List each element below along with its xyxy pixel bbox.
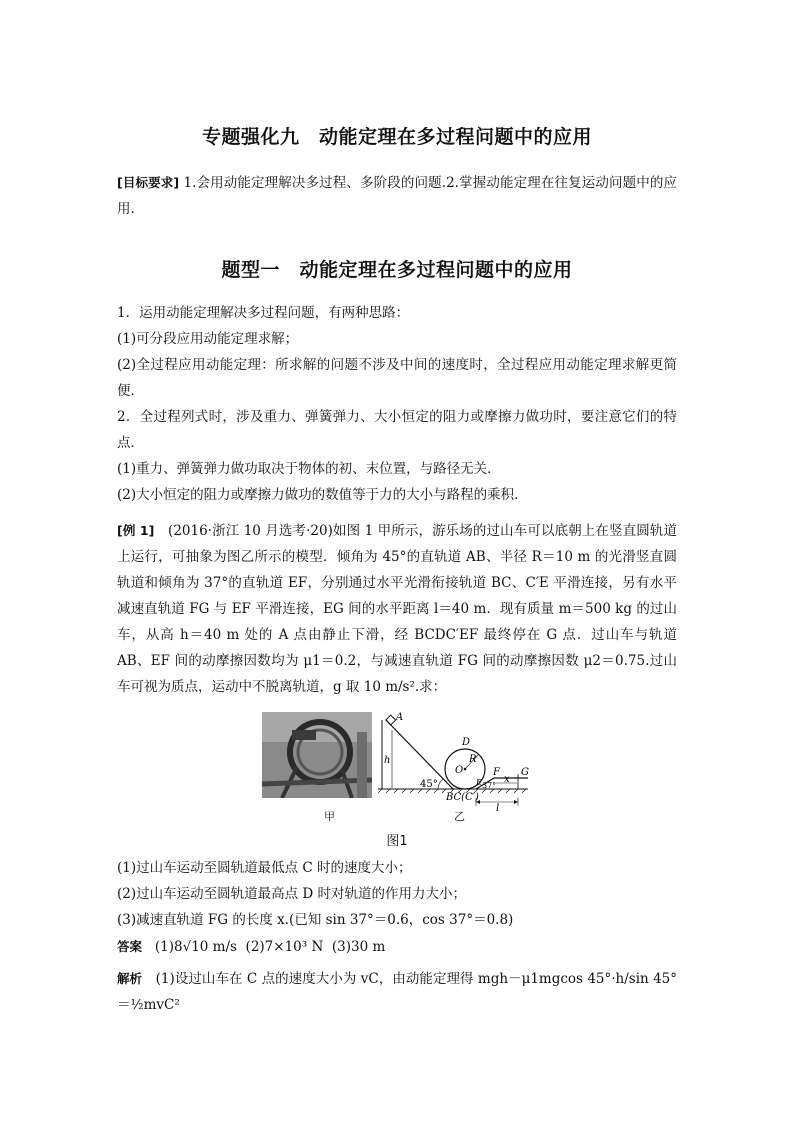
goal-block (117, 170, 677, 222)
question-item: (2)过山车运动至圆轨道最高点 D 时对轨道的作用力大小； (117, 886, 467, 902)
goal-label: [目标要求] (117, 175, 180, 190)
answer-3: (3)30 m (331, 939, 386, 955)
question-item: (1)过山车运动至圆轨道最低点 C 时的速度大小； (117, 860, 412, 876)
subfigure-b-caption: 乙 (454, 810, 465, 823)
goal-text: 1.会用动能定理解决多过程、多阶段的问题.2.掌握动能定理在往复运动问题中的应用. (117, 175, 677, 217)
point-item: (1)重力、弹簧弹力做功取决于物体的初、末位置，与路径无关． (117, 461, 501, 477)
figure-1 (262, 712, 534, 826)
example-block (117, 518, 677, 700)
point-item: (2)全过程应用动能定理：所求解的问题不涉及中间的速度时，全过程应用动能定理求解更简便． (117, 357, 677, 399)
answer-1: (1)8√10 m/s (154, 939, 237, 955)
example-text: (2016·浙江 10 月选考·20)如图 1 甲所示，游乐场的过山车可以底朝上在竖直圆轨道上运行，可抽象为图乙所示的模型．倾角为 45°的直轨道 AB、半径 R＝10 m 的光滑竖直圆轨道和倾角为 37°的直轨道 EF，分别通过水平光滑衔接轨道 BC、C′E 平滑连接，另有水平减速直轨道 FG 与 EF 平滑连接，EG 间的水平距离 l＝40 m．现有质量 m＝500 kg 的过山车，从高 h＝40 m 处的 A 点由静止下滑，经 BCDC′EF 最终停在 G 点．过山车与轨道 AB、EF 间的动摩擦因数均为 μ1＝0.2，与减速直轨道 FG 间的动摩擦因数 μ2＝0.75.过山车可视为质点，运动中不脱离轨道，g 取 10 m/s².求： (117, 523, 677, 695)
answer-block (117, 934, 677, 960)
label-bcc: BC(C′) (446, 792, 479, 803)
point-item: 1．运用动能定理解决多过程问题，有两种思路： (117, 305, 410, 321)
point-item: (2)大小恒定的阻力或摩擦力做功的数值等于力的大小与路程的乘积． (117, 487, 528, 503)
label-l: l (496, 803, 500, 814)
label-angle-45: 45° (420, 779, 438, 790)
label-h: h (384, 755, 391, 766)
figure-caption: 图1 (386, 834, 408, 849)
label-x: x (504, 774, 510, 785)
key-points (117, 300, 677, 508)
label-a: A (396, 712, 404, 723)
question-item: (3)减速直轨道 FG 的长度 x.(已知 sin 37°＝0.6，cos 37°＝0.8) (117, 912, 514, 928)
label-o: O (455, 765, 464, 776)
solution-text: (1)设过山车在 C 点的速度大小为 vC，由动能定理得 mgh－μ1mgcos 45°·h/sin 45°＝½mvC² (117, 971, 677, 1013)
label-angle-37: 37° (482, 781, 497, 790)
label-r: R (469, 754, 477, 765)
solution-label: 解析 (117, 971, 143, 986)
label-f: F (493, 767, 500, 778)
label-g: G (521, 767, 529, 778)
section-title: 题型一 动能定理在多过程问题中的应用 (221, 259, 573, 281)
subfigure-a-caption: 甲 (324, 810, 335, 823)
solution-block (117, 966, 677, 1018)
answer-label: 答案 (117, 939, 143, 954)
roller-coaster-photo (262, 712, 372, 798)
answer-2: (2)7×10³ N (245, 939, 324, 955)
example-label: [例 1] (117, 523, 155, 538)
page-title: 专题强化九 动能定理在多过程问题中的应用 (201, 126, 592, 148)
questions (117, 855, 677, 933)
point-item: (1)可分段应用动能定理求解； (117, 331, 299, 347)
label-d: D (462, 737, 471, 748)
point-item: 2．全过程列式时，涉及重力、弹簧弹力、大小恒定的阻力或摩擦力做功时，要注意它们的特点． (117, 409, 677, 451)
label-e: E (476, 778, 482, 787)
